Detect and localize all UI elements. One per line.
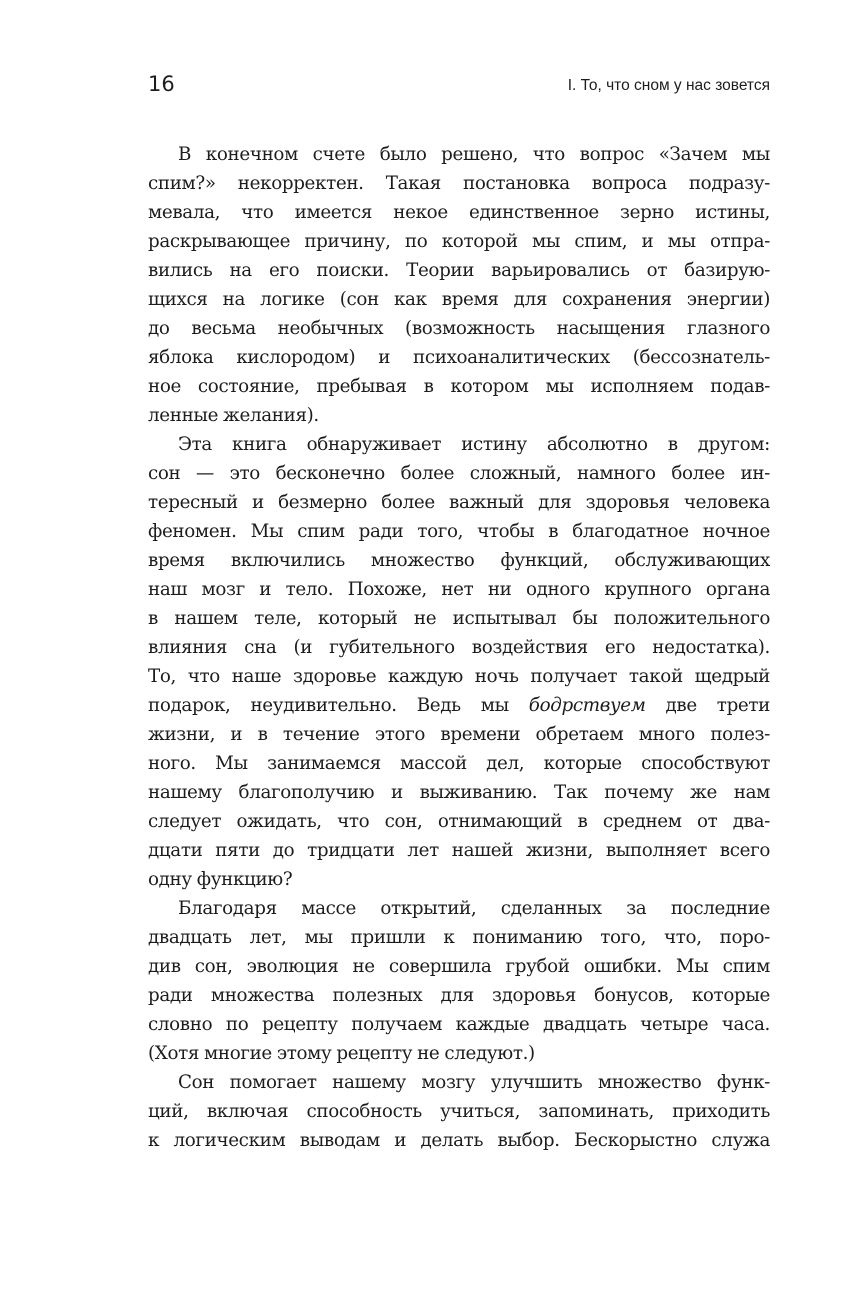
- text-line-with-emphasis: [148, 691, 770, 720]
- text-line: в нашем теле, который не испытывал бы положительного: [148, 608, 770, 629]
- text-line: ное состояние, пребывая в котором мы исполняем подав-: [148, 376, 770, 397]
- text-line: тересный и безмерно более важный для здоровья человека: [148, 492, 770, 513]
- text-line: яблока кислородом) и психоаналитических (бессознатель-: [148, 347, 770, 368]
- running-head: [148, 72, 770, 98]
- text-line: нашему благополучию и выживанию. Так почему же нам: [148, 782, 770, 803]
- text-line: до весьма необычных (возможность насыщения глазного: [148, 318, 770, 339]
- paragraph: [148, 140, 770, 430]
- text-line: Благодаря массе открытий, сделанных за последние: [178, 898, 770, 919]
- text-line: див сон, эволюция не совершила грубой ошибки. Мы спим: [148, 956, 770, 977]
- text-line: спим?» некорректен. Такая постановка вопроса подразу-: [148, 173, 770, 194]
- text-line: В конечном счете было решено, что вопрос «Зачем мы: [178, 144, 770, 165]
- text-line: щихся на логике (сон как время для сохранения энергии): [148, 289, 770, 310]
- text-line: То, что наше здоровье каждую ночь получает такой щедрый: [148, 666, 770, 687]
- page-number: 16: [148, 72, 175, 96]
- text-line: время включились множество функций, обслуживающих: [148, 550, 770, 571]
- body-text: [148, 140, 770, 1155]
- text-line: дцати пяти до тридцати лет нашей жизни, выполняет всего: [148, 840, 770, 861]
- text-line: к логическим выводам и делать выбор. Бескорыстно служа: [148, 1130, 770, 1151]
- text-line: одну функцию?: [148, 869, 293, 890]
- text-line: вились на его поиски. Теории варьировались от базирую-: [148, 260, 770, 281]
- text-line: ради множества полезных для здоровья бонусов, которые: [148, 985, 770, 1006]
- text-line: следует ожидать, что сон, отнимающий в среднем от два-: [148, 811, 770, 832]
- text-line: жизни, и в течение этого времени обретаем много полез-: [148, 724, 770, 745]
- text-line: наш мозг и тело. Похоже, нет ни одного крупного органа: [148, 579, 770, 600]
- text-line: ций, включая способность учиться, запоминать, приходить: [148, 1101, 770, 1122]
- text-line: Эта книга обнаруживает истину абсолютно в другом:: [178, 434, 770, 455]
- emphasized-word: бодрствуем: [528, 695, 646, 716]
- text-line: сон — это бесконечно более сложный, намного более ин-: [148, 463, 770, 484]
- text-line: феномен. Мы спим ради того, чтобы в благодатное ночное: [148, 521, 770, 542]
- text-line: ленные желания).: [148, 405, 319, 426]
- text-line: раскрывающее причину, по которой мы спим, и мы отпра-: [148, 231, 770, 252]
- text-segment: две трети: [645, 695, 770, 716]
- text-line: ного. Мы занимаемся массой дел, которые способствуют: [148, 753, 770, 774]
- text-segment: подарок, неудивительно. Ведь мы: [148, 695, 529, 716]
- paragraph: [148, 1068, 770, 1155]
- text-line: двадцать лет, мы пришли к пониманию того, что, поро-: [148, 927, 770, 948]
- paragraph: [148, 894, 770, 1068]
- text-line: словно по рецепту получаем каждые двадцать четыре часа.: [148, 1014, 770, 1035]
- chapter-title: I. То, что сном у нас зовется: [567, 77, 770, 94]
- text-line: Сон помогает нашему мозгу улучшить множество функ-: [178, 1072, 770, 1093]
- text-line: мевала, что имеется некое единственное зерно истины,: [148, 202, 770, 223]
- text-line: влияния сна (и губительного воздействия его недостатка).: [148, 637, 770, 658]
- paragraph: [148, 430, 770, 894]
- text-line: (Хотя многие этому рецепту не следуют.): [148, 1043, 535, 1064]
